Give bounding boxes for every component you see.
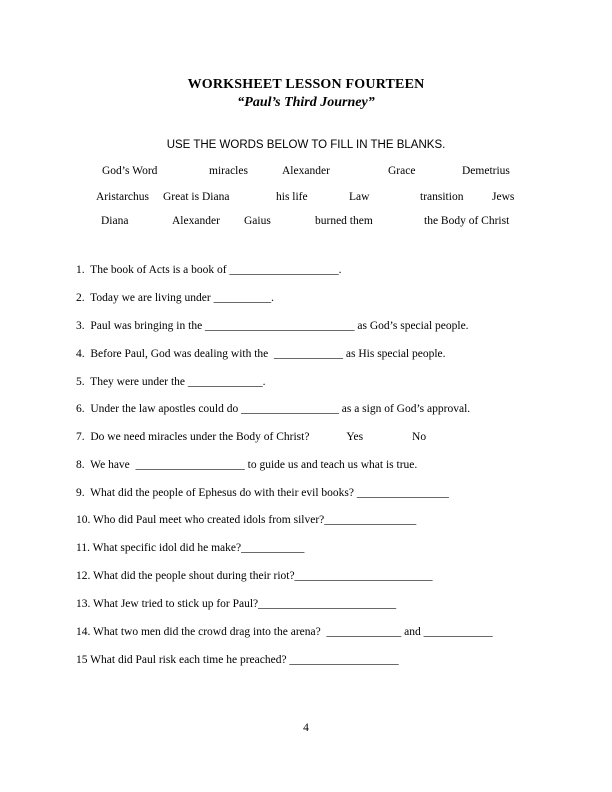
word-bank-item: miracles <box>209 165 248 177</box>
page-subtitle: “Paul’s Third Journey” <box>237 95 375 110</box>
word-bank-item: Alexander <box>172 215 220 227</box>
word-bank-item: burned them <box>315 215 373 227</box>
word-bank-item: Diana <box>101 215 129 227</box>
question-item: 2. Today we are living under __________. <box>76 292 274 304</box>
page-title: WORKSHEET LESSON FOURTEEN <box>187 77 425 92</box>
question-item: 3. Paul was bringing in the __________________________ as God’s special people. <box>76 320 469 332</box>
word-bank-item: Aristarchus <box>96 191 150 203</box>
question-item: 15 What did Paul risk each time he preached? ___________________ <box>76 654 399 666</box>
question-item: 10. Who did Paul meet who created idols from silver?________________ <box>76 514 417 526</box>
question-item: 14. What two men did the crowd drag into the arena? _____________ and ____________ <box>76 626 493 638</box>
question-item: 12. What did the people shout during their riot?________________________ <box>76 570 433 582</box>
page-number: 4 <box>303 722 309 734</box>
question-item: 5. They were under the _____________. <box>76 376 266 388</box>
word-bank-item: Alexander <box>282 165 330 177</box>
question-item: 9. What did the people of Ephesus do with their evil books? ________________ <box>76 487 449 499</box>
word-bank-item: Great is Diana <box>163 191 230 203</box>
word-bank-item: God’s Word <box>102 165 158 177</box>
word-bank-item: his life <box>276 191 308 203</box>
word-bank-item: Grace <box>388 165 416 177</box>
word-bank-item: Jews <box>492 191 515 203</box>
question-item: 4. Before Paul, God was dealing with the ____________ as His special people. <box>76 348 446 360</box>
question-item: 1. The book of Acts is a book of ___________________. <box>76 264 342 276</box>
word-bank-item: transition <box>420 191 464 203</box>
question-item: 6. Under the law apostles could do _________________ as a sign of God’s approval. <box>76 403 471 415</box>
question-item: 11. What specific idol did he make?___________ <box>76 542 305 554</box>
word-bank-item: Gaius <box>244 215 271 227</box>
question-item: 7. Do we need miracles under the Body of Christ? Yes No <box>76 431 427 443</box>
question-item: 13. What Jew tried to stick up for Paul?________________________ <box>76 598 397 610</box>
question-item: 8. We have ___________________ to guide us and teach us what is true. <box>76 459 418 471</box>
word-bank-item: Law <box>349 191 370 203</box>
word-bank-item: the Body of Christ <box>424 215 510 227</box>
instruction-text: USE THE WORDS BELOW TO FILL IN THE BLANKS. <box>166 139 446 151</box>
word-bank-item: Demetrius <box>462 165 510 177</box>
